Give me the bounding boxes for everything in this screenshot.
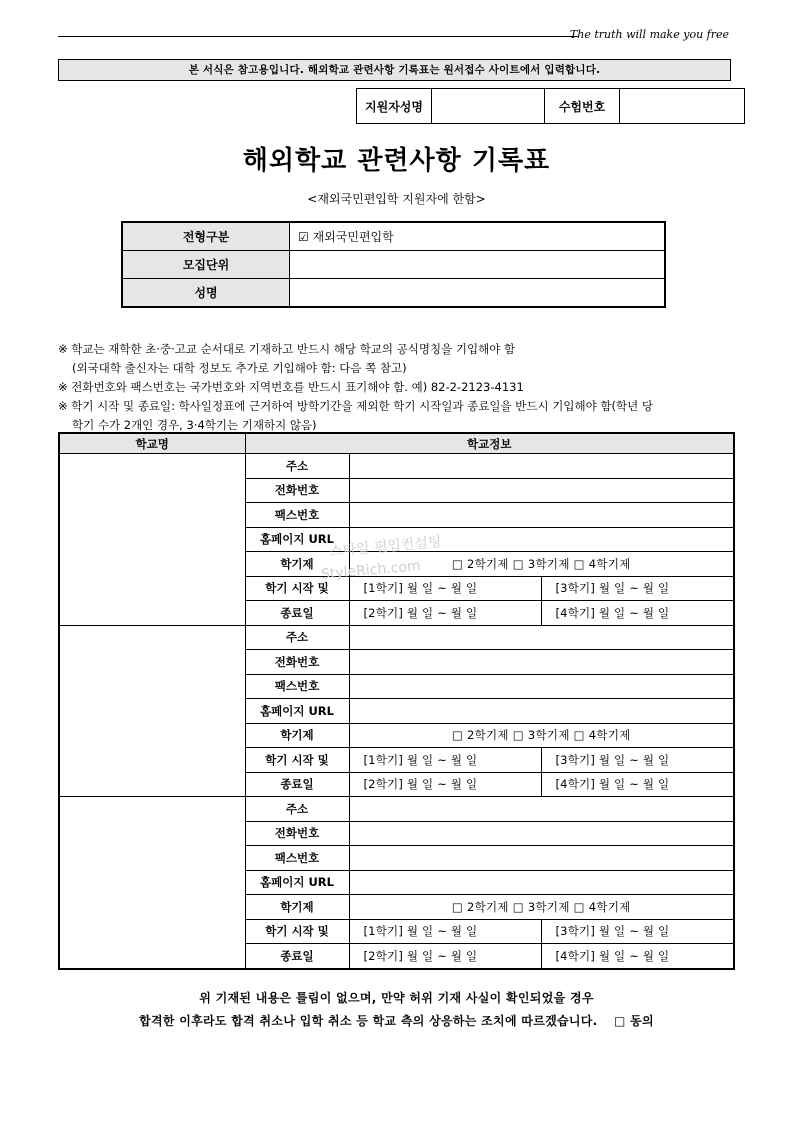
school-name-field[interactable]	[59, 454, 245, 626]
semester-4-dates[interactable]: [4학기] 월 일 ~ 월 일	[541, 601, 734, 626]
note-line: ※ 전화번호와 팩스번호는 국가번호와 지역번호를 반드시 표기해야 함. 예) 82-2-2123-4131	[58, 380, 524, 394]
semester-3-dates[interactable]: [3학기] 월 일 ~ 월 일	[541, 576, 734, 601]
applicant-box	[356, 88, 745, 124]
phone-label: 전화번호	[245, 478, 349, 503]
header-motto: The truth will make you free	[569, 28, 729, 41]
phone-field[interactable]	[349, 821, 734, 846]
term-dates-label-cont: 종료일	[245, 601, 349, 626]
homepage-field[interactable]	[349, 699, 734, 724]
homepage-label: 홈페이지 URL	[245, 699, 349, 724]
semester-1-dates[interactable]: [1학기] 월 일 ~ 월 일	[349, 748, 541, 773]
confirm-text: 합격한 이후라도 합격 취소나 입학 취소 등 학교 측의 상응하는 조치에 따르겠습니다.	[139, 1014, 598, 1028]
applicant-name-field[interactable]	[432, 89, 545, 124]
track-label: 전형구분	[122, 222, 290, 251]
watermark-line: StyleRich.com	[320, 558, 422, 583]
semester-system-label: 학기제	[245, 552, 349, 577]
term-dates-label: 학기 시작 및	[245, 919, 349, 944]
note-line: (외국대학 출신자는 대학 정보도 추가로 기입해야 함: 다음 쪽 참고)	[72, 361, 407, 375]
homepage-field[interactable]	[349, 870, 734, 895]
homepage-label: 홈페이지 URL	[245, 527, 349, 552]
page-subtitle: <재외국민편입학 지원자에 한함>	[307, 192, 486, 206]
semester-1-dates[interactable]: [1학기] 월 일 ~ 월 일	[349, 919, 541, 944]
address-field[interactable]	[349, 454, 734, 479]
exam-number-field[interactable]	[620, 89, 745, 124]
page-title: 해외학교 관련사항 기록표	[242, 146, 551, 176]
agree-checkbox[interactable]: □ 동의	[614, 1014, 654, 1028]
header-rule	[58, 36, 578, 37]
name-field[interactable]	[290, 279, 666, 308]
term-dates-label-cont: 종료일	[245, 772, 349, 797]
unit-field[interactable]	[290, 251, 666, 279]
confirm-line-2	[0, 1012, 793, 1029]
school-name-field[interactable]	[59, 625, 245, 797]
note-line: ※ 학기 시작 및 종료일: 학사일정표에 근거하여 방학기간을 제외한 학기 시작일과 종료일을 반드시 기입해야 함(학년 당	[58, 399, 653, 413]
semester-4-dates[interactable]: [4학기] 월 일 ~ 월 일	[541, 772, 734, 797]
address-label: 주소	[245, 454, 349, 479]
semester-1-dates[interactable]: [1학기] 월 일 ~ 월 일	[349, 576, 541, 601]
fax-field[interactable]	[349, 503, 734, 528]
term-dates-label: 학기 시작 및	[245, 748, 349, 773]
fax-field[interactable]	[349, 674, 734, 699]
semester-3-dates[interactable]: [3학기] 월 일 ~ 월 일	[541, 748, 734, 773]
semester-3-dates[interactable]: [3학기] 월 일 ~ 월 일	[541, 919, 734, 944]
fax-label: 팩스번호	[245, 503, 349, 528]
unit-label: 모집단위	[122, 251, 290, 279]
school-info-table	[58, 432, 735, 970]
instructions	[58, 340, 748, 435]
note-line: 학기 수가 2개인 경우, 3·4학기는 기재하지 않음)	[72, 418, 317, 432]
phone-label: 전화번호	[245, 821, 349, 846]
homepage-field[interactable]	[349, 527, 734, 552]
notice-banner: 본 서식은 참고용입니다. 해외학교 관련사항 기록표는 원서접수 사이트에서 입력합니다.	[58, 59, 731, 81]
semester-system-label: 학기제	[245, 723, 349, 748]
fax-label: 팩스번호	[245, 846, 349, 871]
phone-field[interactable]	[349, 478, 734, 503]
applicant-name-label: 지원자성명	[357, 89, 432, 124]
phone-field[interactable]	[349, 650, 734, 675]
fax-field[interactable]	[349, 846, 734, 871]
school-name-header: 학교명	[59, 433, 245, 454]
semester-4-dates[interactable]: [4학기] 월 일 ~ 월 일	[541, 944, 734, 969]
watermark-line: 스타일 편입컨설팅	[328, 534, 443, 560]
term-dates-label: 학기 시작 및	[245, 576, 349, 601]
semester-system-options[interactable]: □ 2학기제 □ 3학기제 □ 4학기제	[349, 723, 734, 748]
school-name-field[interactable]	[59, 797, 245, 969]
note-line: ※ 학교는 재학한 초·중·고교 순서대로 기재하고 반드시 해당 학교의 공식명칭을 기입해야 함	[58, 342, 516, 356]
term-dates-label-cont: 종료일	[245, 944, 349, 969]
fax-label: 팩스번호	[245, 674, 349, 699]
admission-info-table	[121, 221, 666, 308]
address-label: 주소	[245, 797, 349, 822]
confirm-line-1: 위 기재된 내용은 틀림이 없으며, 만약 허위 기재 사실이 확인되었을 경우	[199, 991, 594, 1005]
homepage-label: 홈페이지 URL	[245, 870, 349, 895]
address-field[interactable]	[349, 797, 734, 822]
phone-label: 전화번호	[245, 650, 349, 675]
address-field[interactable]	[349, 625, 734, 650]
track-value[interactable]: ☑ 재외국민편입학	[290, 222, 666, 251]
semester-system-options[interactable]: □ 2학기제 □ 3학기제 □ 4학기제	[349, 552, 734, 577]
address-label: 주소	[245, 625, 349, 650]
name-label: 성명	[122, 279, 290, 308]
semester-system-options[interactable]: □ 2학기제 □ 3학기제 □ 4학기제	[349, 895, 734, 920]
semester-2-dates[interactable]: [2학기] 월 일 ~ 월 일	[349, 601, 541, 626]
exam-number-label: 수험번호	[545, 89, 620, 124]
semester-2-dates[interactable]: [2학기] 월 일 ~ 월 일	[349, 944, 541, 969]
semester-system-label: 학기제	[245, 895, 349, 920]
school-info-header: 학교정보	[245, 433, 734, 454]
semester-2-dates[interactable]: [2학기] 월 일 ~ 월 일	[349, 772, 541, 797]
